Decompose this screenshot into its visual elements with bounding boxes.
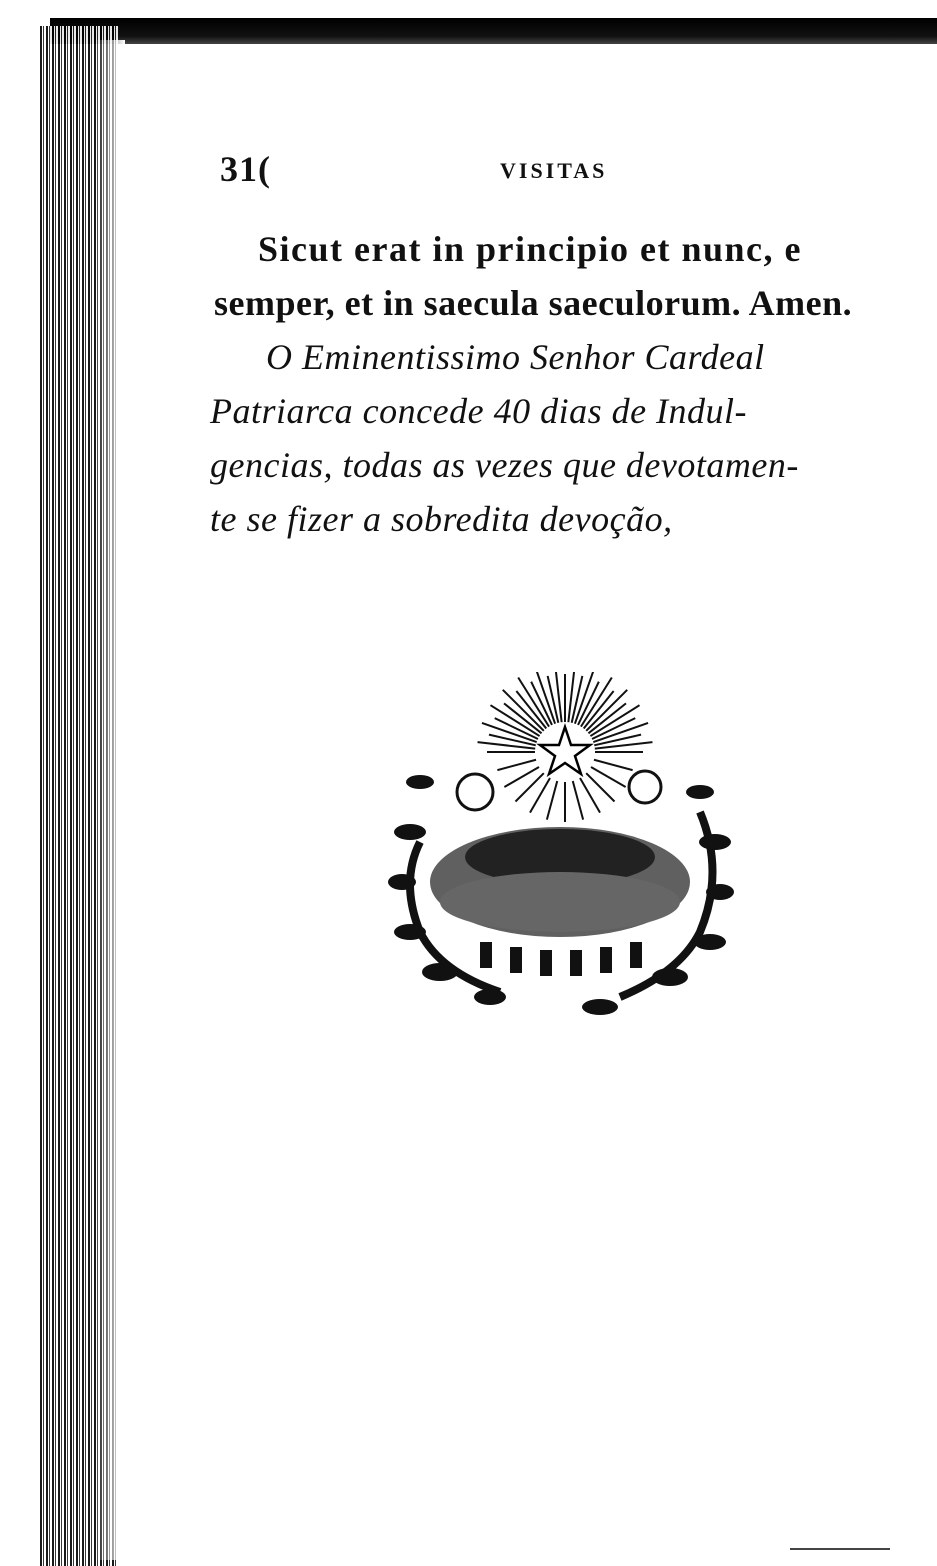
text-line: te se fizer a sobredita devoção,: [210, 499, 673, 539]
page-number: 31(: [220, 149, 271, 189]
text-line: semper, et in saecula saeculorum. Amen.: [214, 283, 853, 323]
body-text: [210, 222, 900, 546]
text-line: gencias, todas as vezes que devotamen-: [210, 445, 799, 485]
text-line: Patriarca concede 40 dias de Indul-: [210, 391, 748, 431]
radiant-star-vignette-icon: [380, 672, 740, 1022]
scan-bottom-edge: [790, 1548, 890, 1550]
text-line: Sicut erat in principio et nunc, e: [258, 229, 802, 269]
text-line: O Eminentissimo Senhor Cardeal: [266, 337, 765, 377]
scan-top-edge: [50, 18, 937, 44]
running-title: VISITAS: [500, 158, 608, 183]
running-head: [0, 148, 937, 188]
